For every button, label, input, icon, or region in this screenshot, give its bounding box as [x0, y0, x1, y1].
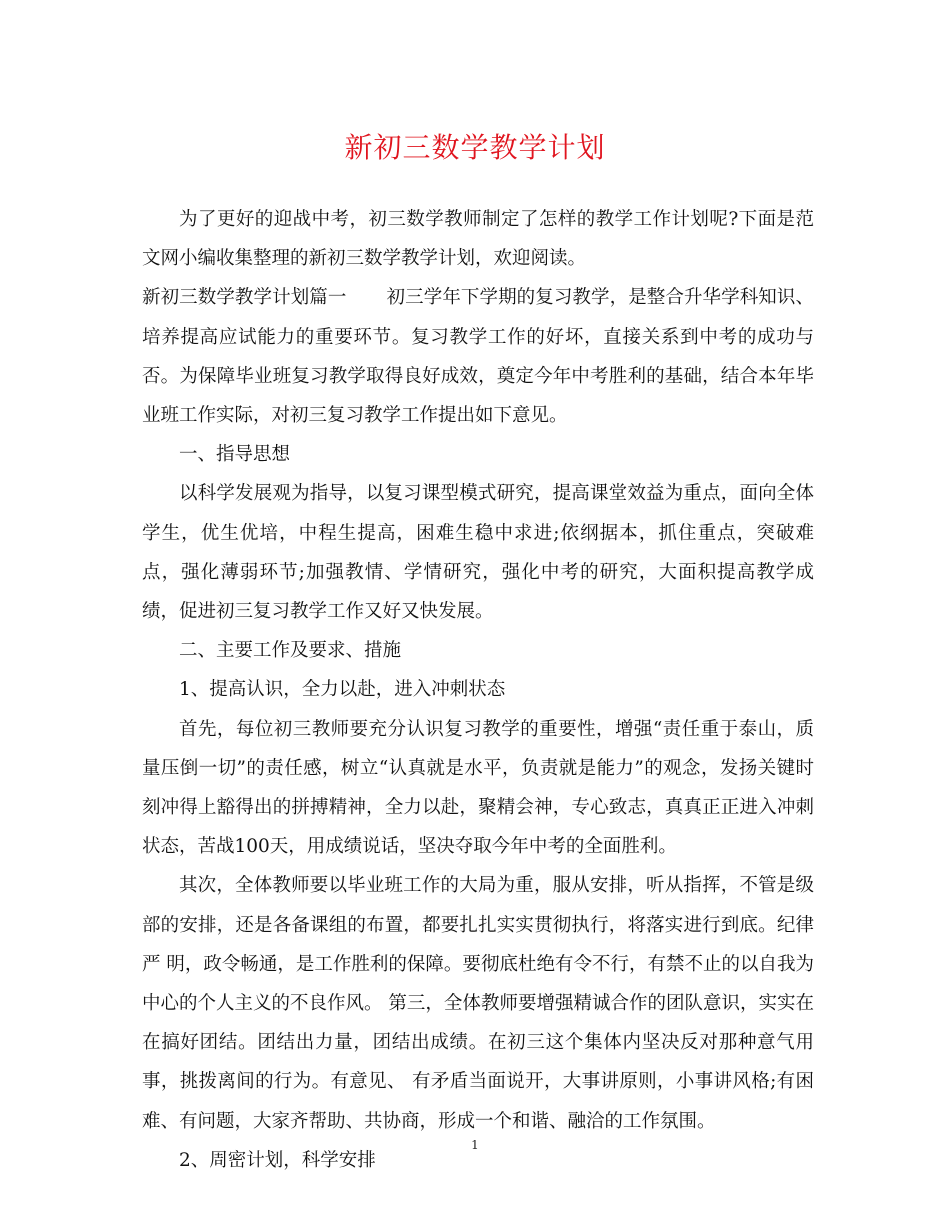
intro-paragraph: 为了更好的迎战中考，初三数学教师制定了怎样的教学工作计划呢?下面是范文网小编收集整理的新初三数学教学计划，欢迎阅读。	[142, 209, 814, 270]
page-number: 1	[471, 1138, 479, 1152]
document-body	[142, 200, 814, 1180]
second-point-paragraph: 其次，全体教师要以毕业班工作的大局为重，服从安排，听从指挥，不管是级部的安排，还是各备课组的布置，都要扎扎实实贯彻执行，将落实进行到底。纪律严 明，政令畅通，是工作胜利的保障。要彻底杜绝有令不行，有禁不止的以自我为中心的个人主义的不良作风。 第三，全体教师要增强精诚合作的团队意识，实实在在搞好团结。团结出力量，团结出成绩。在初三这个集体内坚决反对那种意气用事，挑拨离间的行为。有意见、 有矛盾当面说开，大事讲原则，小事讲风格;有困难、有问题，大家齐帮助、共协商，形成一个和谐、融洽的工作氛围。	[142, 875, 814, 1132]
section-one-paragraph	[142, 278, 814, 435]
guiding-ideology-paragraph: 以科学发展观为指导，以复习课型模式研究，提高课堂效益为重点，面向全体学生，优生优培，中程生提高，困难生稳中求进;依纲据本，抓住重点，突破难点，强化薄弱环节;加强教情、学情研究，强化中考的研究，大面积提高教学成绩，促进初三复习教学工作又好又快发展。	[142, 483, 814, 623]
section-label: 新初三数学教学计划篇一	[142, 287, 347, 309]
section-text: 初三学年下学期的复习教学，是整合升华学科知识、培养提高应试能力的重要环节。复习教学工作的好坏，直接关系到中考的成功与否。为保障毕业班复习教学取得良好成效，奠定今年中考胜利的基础，结合本年毕业班工作实际，对初三复习教学工作提出如下意见。	[142, 287, 814, 427]
subheading-careful-planning: 2、周密计划，科学安排	[179, 1149, 376, 1171]
heading-main-work: 二、主要工作及要求、措施	[179, 640, 402, 662]
heading-guiding-ideology: 一、指导思想	[179, 444, 291, 466]
first-point-paragraph: 首先，每位初三教师要充分认识复习教学的重要性，增强“责任重于泰山，质量压倒一切”的责任感，树立“认真就是水平，负责就是能力”的观念，发扬关键时刻冲得上豁得出的拼搏精神，全力以赴，聚精会神，专心致志，真真正正进入冲刺状态，苦战100天，用成绩说话，坚决夺取今年中考的全面胜利。	[142, 718, 814, 858]
document-title: 新初三数学教学计划	[344, 131, 606, 164]
subheading-raise-awareness: 1、提高认识，全力以赴，进入冲刺状态	[179, 679, 506, 701]
